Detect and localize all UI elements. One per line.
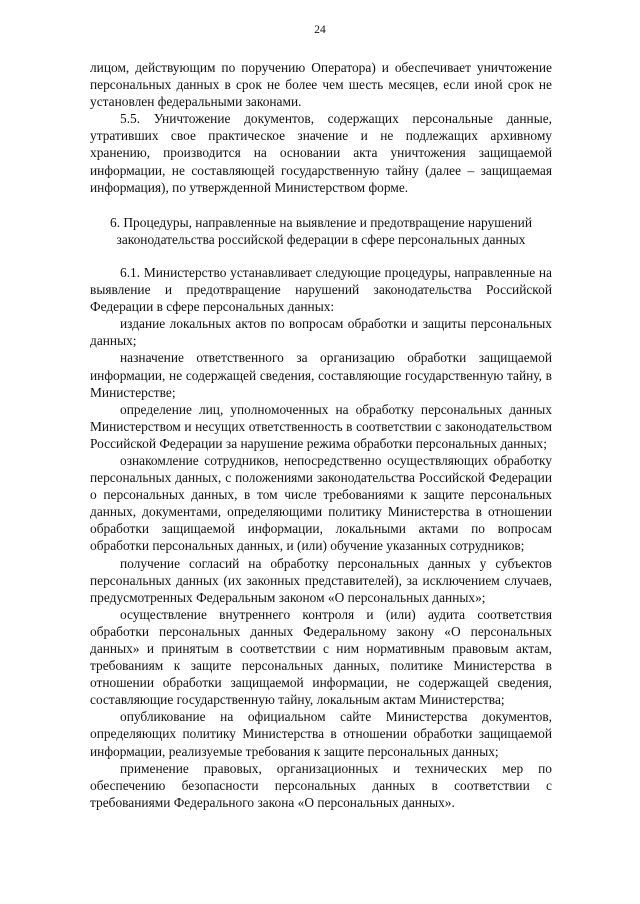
paragraph-5-5: 5.5. Уничтожение документов, содержащих персональные данные, утративших свое практическое значение и не подлежащих архивному хранению, производится на основании акта уничтожения защищаемой информации, не составляющей государственную тайну (далее – защищаемая информация), по утвержденной Министерством форме. [90,111,552,195]
page-number: 24 [314,24,326,36]
list-item-internal-control: осуществление внутреннего контроля и (или) аудита соответствия обработки персональных данных Федеральному закону «О персональных данных» и принятым в соответствии с ним нормативным правовым актам, требованиям к защите персональных данных, политике Министерства в отношении обработки защищаемой информации, не содержащей сведения, составляющие государственную тайну, локальным актам Министерства; [90,606,552,708]
list-item-publication: опубликование на официальном сайте Министерства документов, определяющих политику Министерства в отношении обработки защищаемой информации, реализуемые требования к защите персональных данных; [90,709,552,759]
paragraph-6-1: 6.1. Министерство устанавливает следующие процедуры, направленные на выявление и предотвращение нарушений законодательства Российской Федерации в сфере персональных данных: [90,264,552,315]
list-item-local-acts: издание локальных актов по вопросам обработки и защиты персональных данных; [90,316,552,349]
list-item-security-measures: применение правовых, организационных и технических мер по обеспечению безопасности персональных данных в соответствии с требованиями Федерального закона «О персональных данных». [90,760,552,810]
list-item-staff-training: ознакомление сотрудников, непосредственно осуществляющих обработку персональных данных, с положениями законодательства Российской Федерации о персональных данных, в том числе требованиями к защите персональных данных, документами, определяющими политику Министерства в отношении обработки защищаемой информации, локальными актами по вопросам обработки персональных данных, и (или) обучение указанных сотрудников; [90,452,552,554]
list-item-authorized-persons: определение лиц, уполномоченных на обработку персональных данных Министерством и несущих ответственность в соответствии с законодательством Российской Федерации за нарушение режима обработки персональных данных; [90,401,552,451]
document-body [90,59,552,811]
paragraph-continuation: лицом, действующим по поручению Оператора) и обеспечивает уничтожение персональных данных в срок не более чем шесть месяцев, если иной срок не установлен федеральными законами. [90,60,552,110]
section-6-title: 6. Процедуры, направленные на выявление и предотвращение нарушений законодательства российской федерации в сфере персональных данных [110,214,532,247]
list-item-consents: получение согласий на обработку персональных данных у субъектов персональных данных (их законных представителей), за исключением случаев, предусмотренных Федеральным законом «О персональных данных»; [90,555,552,605]
list-item-responsible-person: назначение ответственного за организацию обработки защищаемой информации, не содержащей сведения, составляющие государственную тайну, в Министерстве; [90,350,552,400]
